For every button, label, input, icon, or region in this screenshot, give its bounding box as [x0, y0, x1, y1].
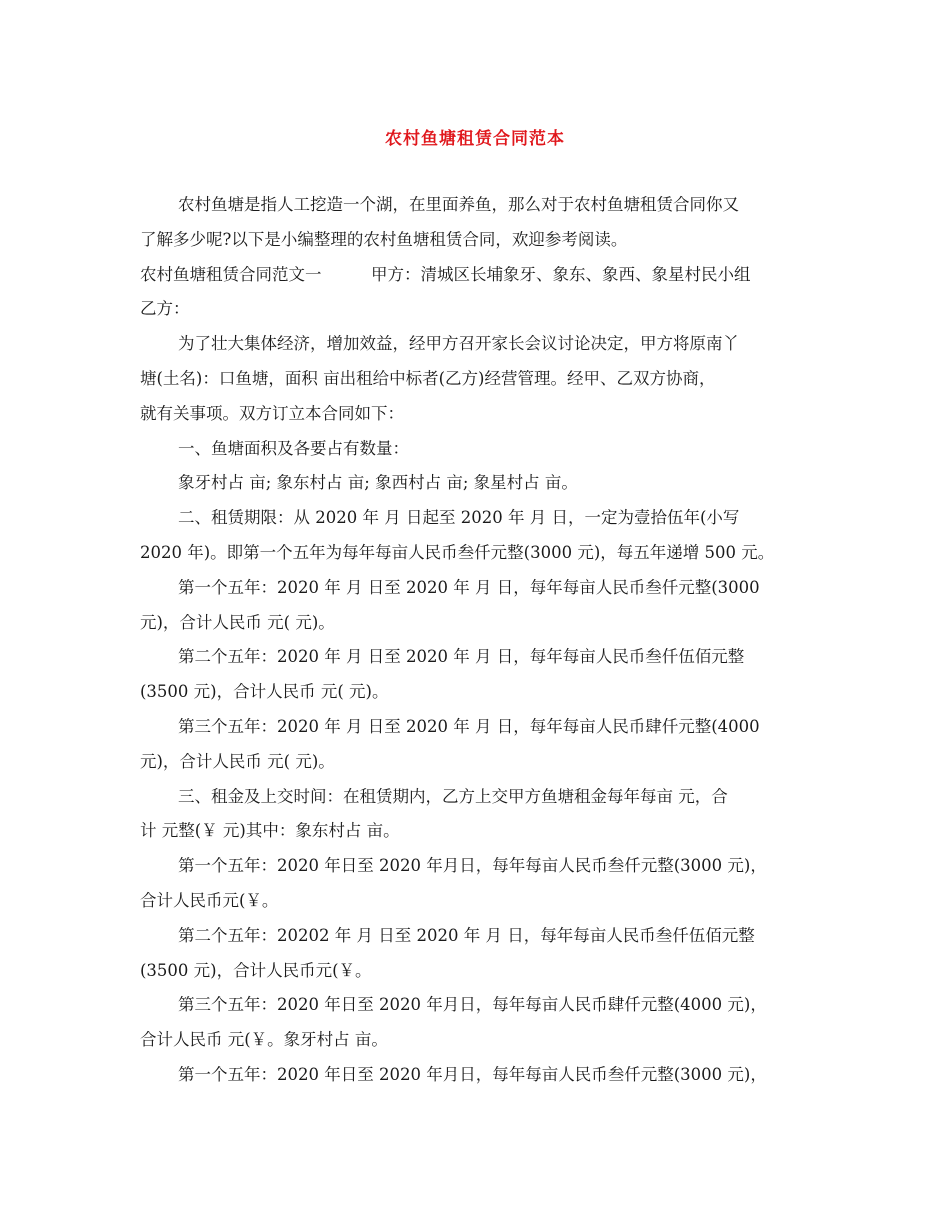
document-title: 农村鱼塘租赁合同范本: [385, 129, 565, 149]
body-line: 合计人民币元(￥。: [140, 890, 279, 910]
body-line: 第二个五年：2020 年 月 日至 2020 年 月 日，每年每亩人民币叁仟伍佰元整: [178, 647, 745, 667]
body-line: 农村鱼塘租赁合同范文一 甲方：清城区长埔象牙、象东、象西、象星村民小组: [140, 264, 751, 284]
body-line: 第三个五年：2020 年日至 2020 年月日，每年每亩人民币肆仟元整(4000 元)，: [178, 995, 767, 1015]
body-line: 象牙村占 亩; 象东村占 亩; 象西村占 亩; 象星村占 亩。: [178, 473, 578, 493]
body-line: (3500 元)，合计人民币元(￥。: [140, 960, 372, 980]
body-line: 元)，合计人民币 元( 元)。: [140, 612, 335, 632]
body-line: 乙方：: [140, 299, 190, 319]
body-line: 第一个五年：2020 年日至 2020 年月日，每年每亩人民币叁仟元整(3000 元)，: [178, 856, 767, 876]
body-line: 2020 年)。即第一个五年为每年每亩人民币叁仟元整(3000 元)，每五年递增 500 元。: [140, 542, 775, 562]
body-line: 第一个五年：2020 年日至 2020 年月日，每年每亩人民币叁仟元整(3000 元)，: [178, 1064, 767, 1084]
body-line: 第一个五年：2020 年 月 日至 2020 年 月 日，每年每亩人民币叁仟元整(3000: [178, 577, 760, 597]
body-line: 第三个五年：2020 年 月 日至 2020 年 月 日，每年每亩人民币肆仟元整(4000: [178, 716, 760, 736]
body-line: 为了壮大集体经济，增加效益，经甲方召开家长会议讨论决定，甲方将原南丫: [178, 334, 739, 354]
body-line: 农村鱼塘是指人工挖造一个湖，在里面养鱼，那么对于农村鱼塘租赁合同你又: [178, 195, 739, 214]
body-line: 就有关事项。双方订立本合同如下：: [140, 403, 404, 423]
body-line: 三、租金及上交时间：在租赁期内，乙方上交甲方鱼塘租金每年每亩 元，合: [178, 786, 728, 806]
body-line: 元)，合计人民币 元( 元)。: [140, 751, 335, 771]
body-line: 计 元整(￥ 元)其中：象东村占 亩。: [140, 821, 400, 841]
body-line: 二、租赁期限：从 2020 年 月 日起至 2020 年 月 日，一定为壹拾伍年(小写: [178, 508, 740, 528]
body-line: (3500 元)，合计人民币 元( 元)。: [140, 682, 389, 702]
body-line: 了解多少呢?以下是小编整理的农村鱼塘租赁合同，欢迎参考阅读。: [140, 229, 628, 249]
document-body: [140, 195, 812, 1100]
body-line: 合计人民币 元(￥。象牙村占 亩。: [140, 1030, 388, 1050]
body-line: 第二个五年：20202 年 月 日至 2020 年 月 日，每年每亩人民币叁仟伍佰元整: [178, 925, 755, 945]
body-line: 一、鱼塘面积及各要占有数量：: [178, 438, 409, 458]
body-line: 塘(土名)：口鱼塘，面积 亩出租给中标者(乙方)经营管理。经甲、乙双方协商，: [140, 368, 716, 388]
